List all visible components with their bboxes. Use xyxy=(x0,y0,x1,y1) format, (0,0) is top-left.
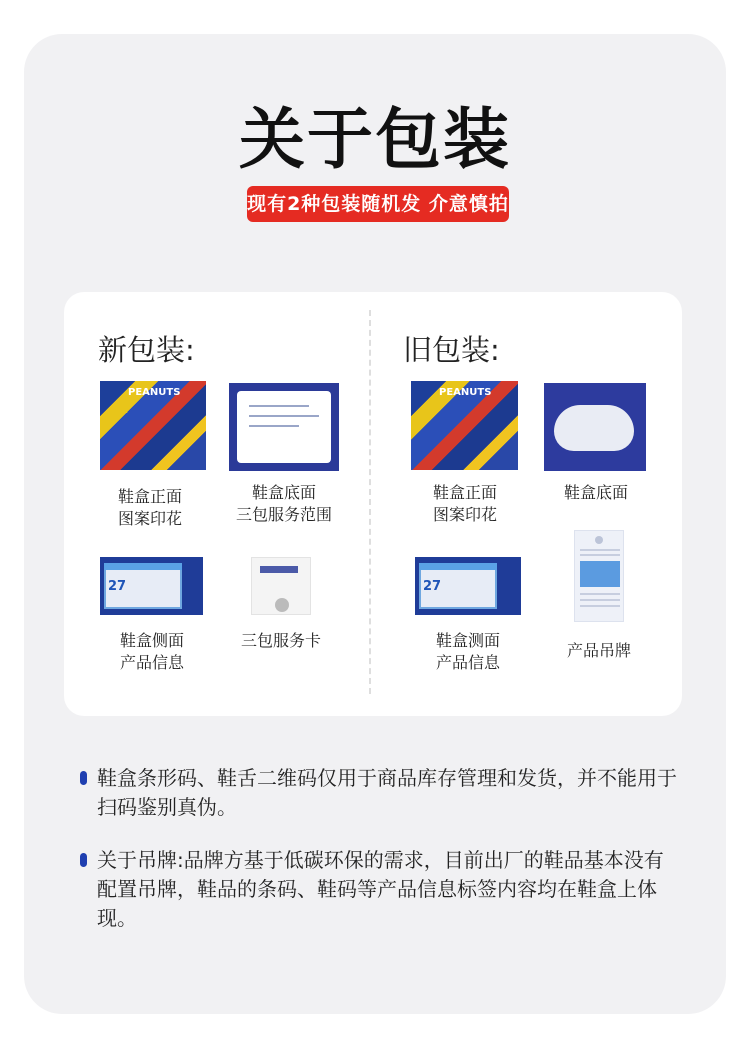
new-item-4-caption: 三包服务卡 xyxy=(240,631,321,650)
page-title: 关于包装 xyxy=(239,101,511,178)
old-box-side-image: 27 xyxy=(415,557,521,615)
new-box-front-image xyxy=(100,381,206,470)
new-box-side-image: 27 xyxy=(100,557,203,615)
note-2-bullet xyxy=(80,853,87,867)
old-box-bottom-image xyxy=(544,383,646,471)
new-item-3-caption: 鞋盒侧面 产品信息 xyxy=(119,631,184,672)
old-package-heading: 旧包装: xyxy=(403,333,500,367)
warranty-card-image xyxy=(251,557,311,615)
old-item-3-caption: 鞋盒测面 产品信息 xyxy=(435,631,500,672)
column-divider xyxy=(369,310,371,694)
note-1-bullet xyxy=(80,771,87,785)
old-item-1-caption: 鞋盒正面 图案印花 xyxy=(432,483,497,524)
snoopy-silhouette xyxy=(554,405,634,451)
old-box-front-image: PEANUTS xyxy=(411,381,518,470)
notice-badge: 现有2种包装随机发 介意慎拍 xyxy=(247,186,509,222)
old-item-2-caption: 鞋盒底面 xyxy=(563,483,628,502)
new-item-1-caption: 鞋盒正面 图案印花 xyxy=(117,487,182,528)
new-item-2-caption: 鞋盒底面 三包服务范围 xyxy=(235,483,332,524)
peanuts-logo: PEANUTS xyxy=(128,387,181,398)
note-2-text: 关于吊牌:品牌方基于低碳环保的需求，目前出厂的鞋品基本没有配置吊牌，鞋品的条码、鞋码等产品信息标签内容均在鞋盒上体现。 xyxy=(97,848,664,930)
note-1-text: 鞋盒条形码、鞋舌二维码仅用于商品库存管理和发货，并不能用于扫码鉴别真伪。 xyxy=(97,766,677,819)
new-box-bottom-image xyxy=(229,383,339,471)
old-item-4-caption: 产品吊牌 xyxy=(566,641,631,660)
product-tag-image xyxy=(574,530,624,622)
new-package-heading: 新包装: xyxy=(98,333,195,367)
